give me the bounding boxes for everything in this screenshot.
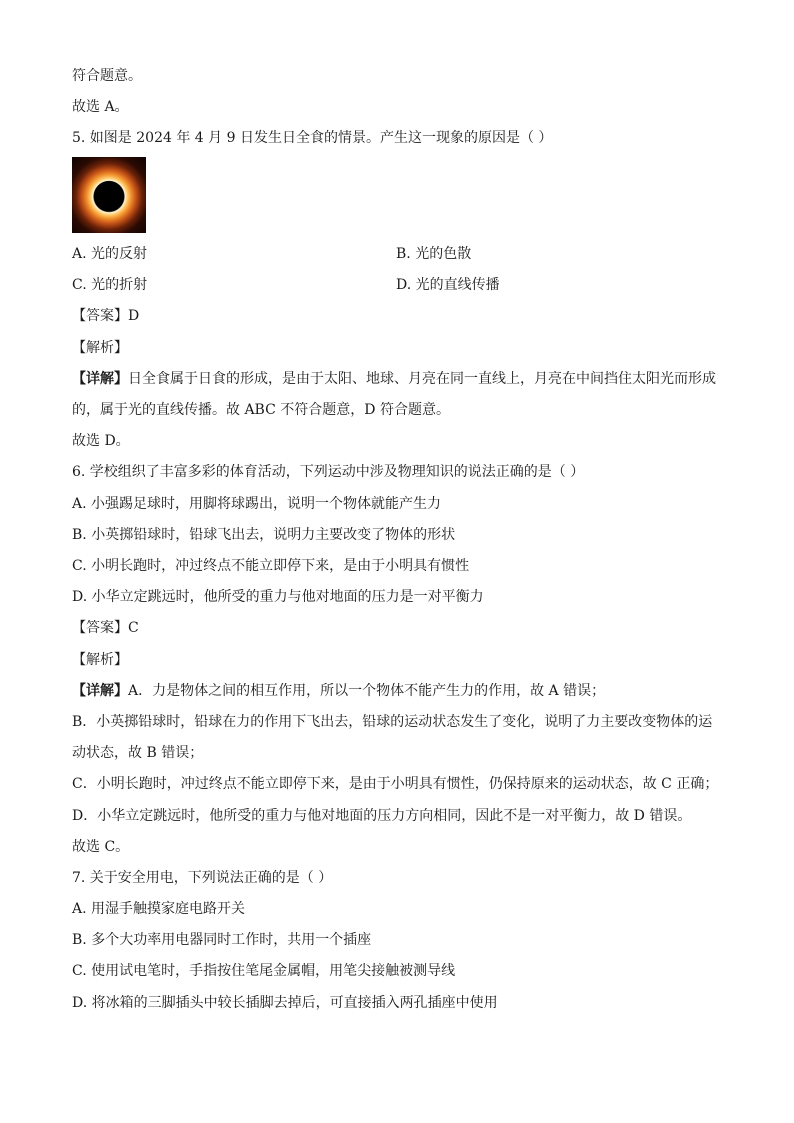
q5-detail-tag: 【详解】 [72,371,128,387]
q5-detail-line-1 [72,370,716,388]
q6-option-d: D. 小华立定跳远时，他所受的重力与他对地面的压力是一对平衡力 [72,589,484,605]
q5-option-d: D. 光的直线传播 [396,277,500,293]
q7-option-a: A. 用湿手触摸家庭电路开关 [72,901,246,917]
q6-detail-line-b2: 动状态，故 B 错误； [72,745,204,761]
q5-stem: 5. 如图是 2024 年 4 月 9 日发生日全食的情景。产生这一现象的原因是（ ） [72,130,553,146]
q6-detail-line-a [72,682,605,700]
q6-analysis-heading: 【解析】 [72,652,128,668]
q6-detail-line-b1: B．小英掷铅球时，铅球在力的作用下飞出去，铅球的运动状态发生了变化，说明了力主要改变物体的运 [72,714,713,730]
q5-conclusion: 故选 D。 [72,433,130,449]
q7-option-c: C. 使用试电笔时，手指按住笔尾金属帽，用笔尖接触被测导线 [72,963,456,979]
q5-analysis-heading: 【解析】 [72,340,128,356]
q5-option-a: A. 光的反射 [72,246,148,262]
q5-detail-text-1: 日全食属于日食的形成，是由于太阳、地球、月亮在同一直线上，月亮在中间挡住太阳光而形成 [128,371,716,387]
solar-eclipse-image [72,157,146,233]
q6-stem: 6. 学校组织了丰富多彩的体育活动，下列运动中涉及物理知识的说法正确的是（ ） [72,464,585,480]
q5-answer: 【答案】D [72,308,140,324]
prev-answer-conclusion: 故选 A。 [72,99,129,115]
q7-option-b: B. 多个大功率用电器同时工作时，共用一个插座 [72,932,372,948]
q6-option-c: C. 小明长跑时，冲过终点不能立即停下来，是由于小明具有惯性 [72,558,470,574]
q5-option-b: B. 光的色散 [396,246,472,262]
q7-option-d: D. 将冰箱的三脚插头中较长插脚去掉后，可直接插入两孔插座中使用 [72,995,498,1011]
q6-detail-line-d: D．小华立定跳远时，他所受的重力与他对地面的压力方向相同，因此不是一对平衡力，故 D 错误。 [72,808,692,824]
q6-answer: 【答案】C [72,620,139,636]
q5-detail-line-2: 的，属于光的直线传播。故 ABC 不符合题意，D 符合题意。 [72,402,450,418]
q6-detail-line-c: C．小明长跑时，冲过终点不能立即停下来，是由于小明具有惯性，仍保持原来的运动状态，故 C 正确； [72,776,719,792]
q6-detail-text-a: A．力是物体之间的相互作用，所以一个物体不能产生力的作用，故 A 错误； [128,683,606,699]
q6-detail-tag: 【详解】 [72,683,128,699]
q7-stem: 7. 关于安全用电，下列说法正确的是（ ） [72,870,333,886]
q6-option-b: B. 小英掷铅球时，铅球飞出去，说明力主要改变了物体的形状 [72,527,456,543]
prev-answer-line-1: 符合题意。 [72,68,142,84]
q6-option-a: A. 小强踢足球时，用脚将球踢出，说明一个物体就能产生力 [72,496,442,512]
moon-disc [94,181,124,211]
q5-option-c: C. 光的折射 [72,277,148,293]
q6-conclusion: 故选 C。 [72,839,130,855]
